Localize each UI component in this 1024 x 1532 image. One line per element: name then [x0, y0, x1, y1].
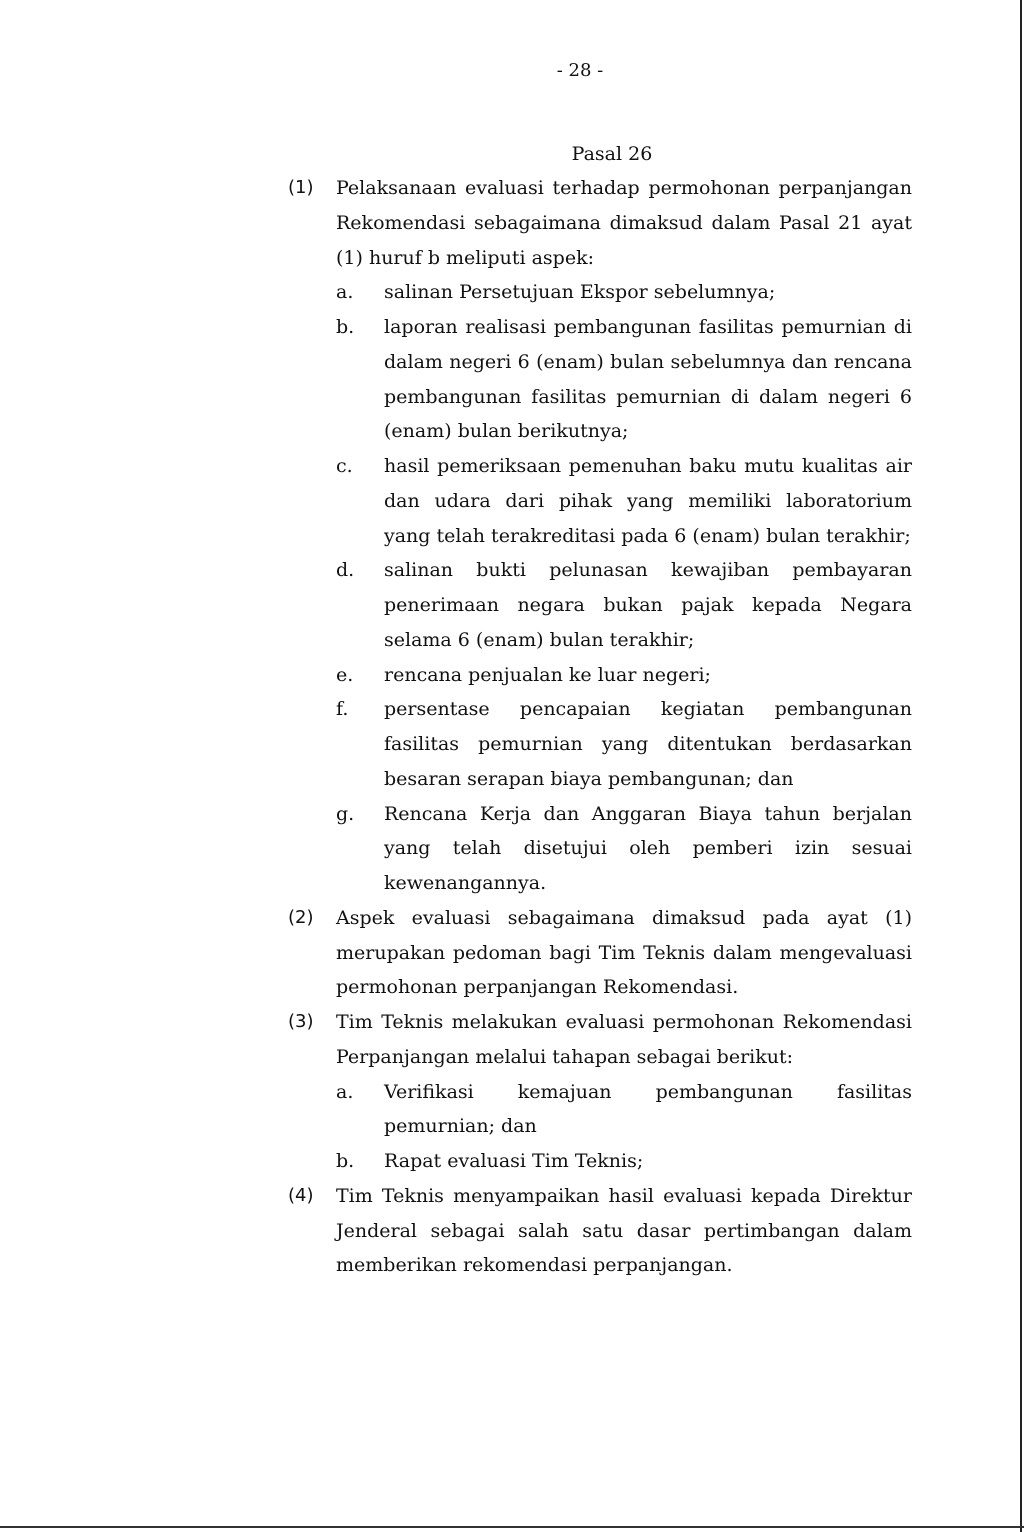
list-item-e: [336, 658, 912, 693]
item-letter: c.: [336, 455, 353, 477]
item-letter: a.: [336, 281, 354, 304]
item-letter: g.: [336, 802, 355, 825]
list-item-b: [336, 310, 912, 449]
item-letter: b.: [336, 316, 355, 338]
scan-edge-right: [1020, 0, 1022, 1532]
item-letter: f.: [336, 698, 349, 721]
list-item-c: [336, 449, 912, 553]
paragraph-number: (3): [288, 1011, 314, 1032]
item-text: Rencana Kerja dan Anggaran Biaya tahun berjalan yang telah disetujui oleh pemberi izin sesuai kewenangannya.: [384, 802, 912, 894]
paragraph-number: (2): [288, 906, 314, 928]
list-item-a: [336, 275, 912, 310]
item-text: salinan bukti pelunasan kewajiban pembayaran penerimaan negara bukan pajak kepada Negara selama 6 (enam) bulan terakhir;: [384, 559, 912, 651]
item-letter: a.: [336, 1080, 354, 1103]
page-number: - 28 -: [556, 60, 604, 81]
scan-edge-bottom: [0, 1526, 1024, 1528]
item-text: Verifikasi kemajuan pembangunan fasilitas pemurnian; dan: [384, 1080, 912, 1138]
item-letter: b.: [336, 1150, 355, 1172]
list-item-a: [336, 1075, 912, 1145]
paragraph-text: Aspek evaluasi sebagaimana dimaksud pada ayat (1) merupakan pedoman bagi Tim Teknis dalam mengevaluasi permohonan perpanjangan Rekomendasi.: [336, 906, 912, 999]
list-item-g: [336, 797, 912, 901]
item-letter: e.: [336, 663, 354, 686]
pasal-title: Pasal 26: [571, 143, 653, 165]
item-text: persentase pencapaian kegiatan pembangunan fasilitas pemurnian yang ditentukan berdasarkan besaran serapan biaya pembangunan; dan: [384, 698, 912, 790]
paragraph-number: (1): [288, 177, 314, 198]
paragraph-number: (4): [288, 1184, 314, 1206]
list-item-d: [336, 553, 912, 657]
document-body: [288, 171, 912, 1283]
paragraph-text: Tim Teknis melakukan evaluasi permohonan Rekomendasi Perpanjangan melalui tahapan sebagai berikut:: [336, 1011, 912, 1068]
item-text: rencana penjualan ke luar negeri;: [384, 663, 711, 686]
item-letter: d.: [336, 559, 355, 582]
paragraph-4: [288, 1179, 912, 1283]
paragraph-text: Tim Teknis menyampaikan hasil evaluasi kepada Direktur Jenderal sebagai salah satu dasar pertimbangan dalam memberikan rekomendasi perpanjangan.: [336, 1184, 912, 1277]
paragraph-text: Pelaksanaan evaluasi terhadap permohonan perpanjangan Rekomendasi sebagaimana dimaksud dalam Pasal 21 ayat (1) huruf b meliputi aspek:: [336, 177, 912, 269]
paragraph-2: [288, 901, 912, 1005]
item-text: laporan realisasi pembangunan fasilitas pemurnian di dalam negeri 6 (enam) bulan sebelumnya dan rencana pembangunan fasilitas pemurnian di dalam negeri 6 (enam) bulan berikutnya;: [384, 316, 912, 443]
paragraph-3: [288, 1005, 912, 1179]
list-item-f: [336, 692, 912, 796]
paragraph-1: [288, 171, 912, 901]
item-text: hasil pemeriksaan pemenuhan baku mutu kualitas air dan udara dari pihak yang memiliki laboratorium yang telah terakreditasi pada 6 (enam) bulan terakhir;: [384, 455, 912, 547]
item-text: Rapat evaluasi Tim Teknis;: [384, 1150, 644, 1172]
list-item-b: [336, 1144, 912, 1179]
item-text: salinan Persetujuan Ekspor sebelumnya;: [384, 281, 776, 304]
